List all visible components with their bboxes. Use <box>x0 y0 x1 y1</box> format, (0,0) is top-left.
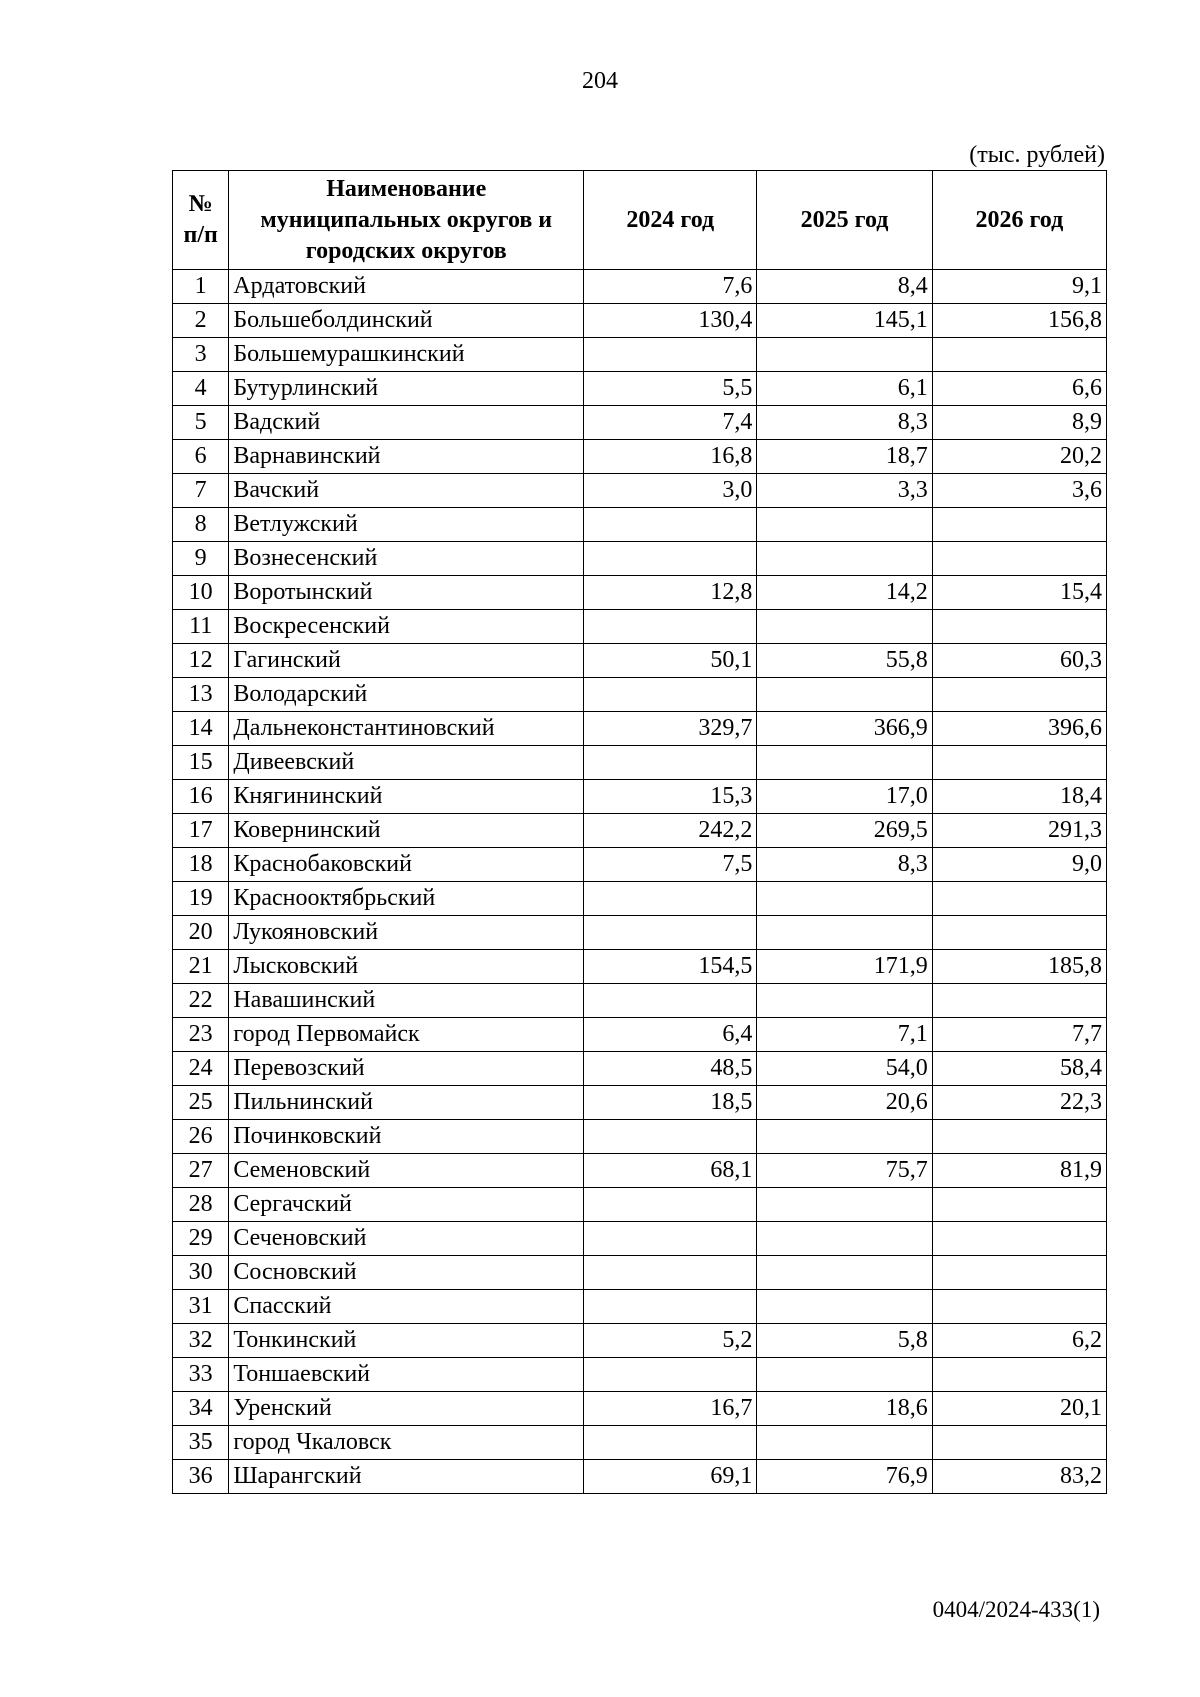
value-2025-cell <box>757 338 932 372</box>
value-2026-cell <box>932 746 1106 780</box>
row-number-cell: 1 <box>173 270 229 304</box>
value-2026-cell <box>932 1290 1106 1324</box>
value-2024-cell: 68,1 <box>584 1154 757 1188</box>
value-2024-cell <box>584 1222 757 1256</box>
table-row <box>173 644 1107 678</box>
row-number-cell: 20 <box>173 916 229 950</box>
table-row <box>173 1188 1107 1222</box>
value-2024-cell: 12,8 <box>584 576 757 610</box>
value-2024-cell <box>584 1256 757 1290</box>
district-name-cell: Дивеевский <box>229 746 584 780</box>
table-row <box>173 916 1107 950</box>
row-number-cell: 26 <box>173 1120 229 1154</box>
district-name-cell: Перевозский <box>229 1052 584 1086</box>
table-row <box>173 848 1107 882</box>
value-2024-cell: 18,5 <box>584 1086 757 1120</box>
value-2025-cell: 20,6 <box>757 1086 932 1120</box>
district-name-cell: Шарангский <box>229 1460 584 1494</box>
value-2026-cell <box>932 508 1106 542</box>
district-name-cell: Сеченовский <box>229 1222 584 1256</box>
value-2025-cell: 55,8 <box>757 644 932 678</box>
district-name-cell: Варнавинский <box>229 440 584 474</box>
value-2024-cell: 7,4 <box>584 406 757 440</box>
row-number-cell: 35 <box>173 1426 229 1460</box>
district-name-cell: Навашинский <box>229 984 584 1018</box>
table-row <box>173 1052 1107 1086</box>
value-2026-cell <box>932 1222 1106 1256</box>
table-row <box>173 780 1107 814</box>
value-2026-cell <box>932 338 1106 372</box>
row-number-cell: 16 <box>173 780 229 814</box>
value-2024-cell: 69,1 <box>584 1460 757 1494</box>
value-2025-cell <box>757 1358 932 1392</box>
table-row <box>173 1086 1107 1120</box>
district-name-cell: Вадский <box>229 406 584 440</box>
row-number-cell: 15 <box>173 746 229 780</box>
value-2024-cell: 16,8 <box>584 440 757 474</box>
table-row <box>173 882 1107 916</box>
row-number-cell: 32 <box>173 1324 229 1358</box>
row-number-cell: 5 <box>173 406 229 440</box>
table-row <box>173 712 1107 746</box>
header-2024: 2024 год <box>584 171 757 270</box>
district-name-cell: Семеновский <box>229 1154 584 1188</box>
row-number-cell: 33 <box>173 1358 229 1392</box>
value-2024-cell: 154,5 <box>584 950 757 984</box>
table-row <box>173 1256 1107 1290</box>
value-2025-cell <box>757 1290 932 1324</box>
value-2026-cell <box>932 542 1106 576</box>
value-2026-cell: 9,1 <box>932 270 1106 304</box>
value-2024-cell <box>584 1290 757 1324</box>
district-name-cell: Ветлужский <box>229 508 584 542</box>
value-2025-cell: 7,1 <box>757 1018 932 1052</box>
value-2025-cell: 17,0 <box>757 780 932 814</box>
row-number-cell: 11 <box>173 610 229 644</box>
row-number-cell: 7 <box>173 474 229 508</box>
value-2024-cell: 7,5 <box>584 848 757 882</box>
table-row <box>173 406 1107 440</box>
district-name-cell: Сергачский <box>229 1188 584 1222</box>
value-2026-cell: 9,0 <box>932 848 1106 882</box>
row-number-cell: 6 <box>173 440 229 474</box>
district-name-cell: Лукояновский <box>229 916 584 950</box>
value-2025-cell <box>757 610 932 644</box>
district-name-cell: Бутурлинский <box>229 372 584 406</box>
value-2026-cell: 185,8 <box>932 950 1106 984</box>
table-row <box>173 1018 1107 1052</box>
value-2024-cell: 5,5 <box>584 372 757 406</box>
row-number-cell: 29 <box>173 1222 229 1256</box>
value-2024-cell <box>584 984 757 1018</box>
district-name-cell: Дальнеконстантиновский <box>229 712 584 746</box>
value-2026-cell <box>932 678 1106 712</box>
row-number-cell: 36 <box>173 1460 229 1494</box>
value-2025-cell: 8,3 <box>757 406 932 440</box>
value-2024-cell: 130,4 <box>584 304 757 338</box>
district-name-cell: Уренский <box>229 1392 584 1426</box>
value-2025-cell: 18,7 <box>757 440 932 474</box>
value-2025-cell: 18,6 <box>757 1392 932 1426</box>
value-2024-cell: 16,7 <box>584 1392 757 1426</box>
value-2025-cell <box>757 542 932 576</box>
table-row <box>173 1426 1107 1460</box>
row-number-cell: 4 <box>173 372 229 406</box>
value-2025-cell: 5,8 <box>757 1324 932 1358</box>
row-number-cell: 18 <box>173 848 229 882</box>
district-name-cell: Сосновский <box>229 1256 584 1290</box>
table-row <box>173 1120 1107 1154</box>
row-number-cell: 28 <box>173 1188 229 1222</box>
value-2026-cell: 58,4 <box>932 1052 1106 1086</box>
district-name-cell: Лысковский <box>229 950 584 984</box>
value-2025-cell <box>757 916 932 950</box>
value-2025-cell: 145,1 <box>757 304 932 338</box>
page-number: 204 <box>582 68 618 94</box>
table-row <box>173 984 1107 1018</box>
table-row <box>173 1460 1107 1494</box>
value-2024-cell <box>584 746 757 780</box>
table-row <box>173 270 1107 304</box>
value-2024-cell: 48,5 <box>584 1052 757 1086</box>
row-number-cell: 13 <box>173 678 229 712</box>
table-row <box>173 304 1107 338</box>
district-name-cell: Краснобаковский <box>229 848 584 882</box>
row-number-cell: 8 <box>173 508 229 542</box>
value-2024-cell: 15,3 <box>584 780 757 814</box>
value-2024-cell <box>584 1358 757 1392</box>
table-row <box>173 1222 1107 1256</box>
value-2024-cell <box>584 1426 757 1460</box>
value-2025-cell <box>757 1426 932 1460</box>
value-2026-cell <box>932 1256 1106 1290</box>
value-2026-cell: 291,3 <box>932 814 1106 848</box>
value-2024-cell <box>584 338 757 372</box>
district-name-cell: Тонкинский <box>229 1324 584 1358</box>
table-row <box>173 474 1107 508</box>
value-2026-cell <box>932 610 1106 644</box>
table-header <box>173 171 1107 270</box>
value-2025-cell <box>757 508 932 542</box>
value-2024-cell <box>584 916 757 950</box>
district-name-cell: город Первомайск <box>229 1018 584 1052</box>
value-2026-cell: 156,8 <box>932 304 1106 338</box>
district-name-cell: Ардатовский <box>229 270 584 304</box>
value-2024-cell <box>584 542 757 576</box>
value-2026-cell: 8,9 <box>932 406 1106 440</box>
value-2025-cell: 3,3 <box>757 474 932 508</box>
district-name-cell: город Чкаловск <box>229 1426 584 1460</box>
value-2026-cell: 18,4 <box>932 780 1106 814</box>
table-row <box>173 746 1107 780</box>
header-row <box>173 171 1107 270</box>
row-number-cell: 34 <box>173 1392 229 1426</box>
value-2026-cell: 6,6 <box>932 372 1106 406</box>
table-row <box>173 1324 1107 1358</box>
district-name-cell: Большеболдинский <box>229 304 584 338</box>
row-number-cell: 24 <box>173 1052 229 1086</box>
value-2026-cell: 396,6 <box>932 712 1106 746</box>
value-2024-cell <box>584 610 757 644</box>
row-number-cell: 27 <box>173 1154 229 1188</box>
row-number-cell: 10 <box>173 576 229 610</box>
district-name-cell: Воротынский <box>229 576 584 610</box>
district-name-cell: Княгининский <box>229 780 584 814</box>
value-2026-cell: 22,3 <box>932 1086 1106 1120</box>
district-name-cell: Спасский <box>229 1290 584 1324</box>
row-number-cell: 21 <box>173 950 229 984</box>
table-row <box>173 814 1107 848</box>
row-number-cell: 14 <box>173 712 229 746</box>
value-2026-cell <box>932 916 1106 950</box>
value-2026-cell <box>932 882 1106 916</box>
value-2025-cell: 76,9 <box>757 1460 932 1494</box>
row-number-cell: 3 <box>173 338 229 372</box>
document-code: 0404/2024-433(1) <box>932 1597 1100 1622</box>
value-2026-cell: 7,7 <box>932 1018 1106 1052</box>
budget-table <box>172 170 1107 1494</box>
value-2025-cell: 75,7 <box>757 1154 932 1188</box>
value-2025-cell: 6,1 <box>757 372 932 406</box>
row-number-cell: 19 <box>173 882 229 916</box>
district-name-cell: Воскресенский <box>229 610 584 644</box>
header-name: Наименование муниципальных округов и городских округов <box>229 171 584 270</box>
value-2025-cell: 8,3 <box>757 848 932 882</box>
value-2025-cell <box>757 1222 932 1256</box>
value-2025-cell: 54,0 <box>757 1052 932 1086</box>
header-2026: 2026 год <box>932 171 1106 270</box>
district-name-cell: Вознесенский <box>229 542 584 576</box>
value-2026-cell <box>932 1188 1106 1222</box>
value-2026-cell <box>932 1426 1106 1460</box>
row-number-cell: 31 <box>173 1290 229 1324</box>
row-number-cell: 9 <box>173 542 229 576</box>
value-2025-cell <box>757 746 932 780</box>
value-2024-cell <box>584 678 757 712</box>
table-row <box>173 1392 1107 1426</box>
table-row <box>173 1290 1107 1324</box>
table-row <box>173 950 1107 984</box>
value-2025-cell: 171,9 <box>757 950 932 984</box>
value-2026-cell <box>932 1120 1106 1154</box>
value-2026-cell <box>932 984 1106 1018</box>
value-2025-cell <box>757 1256 932 1290</box>
value-2024-cell: 7,6 <box>584 270 757 304</box>
table-row <box>173 678 1107 712</box>
table-row <box>173 1358 1107 1392</box>
district-name-cell: Большемурашкинский <box>229 338 584 372</box>
header-2025: 2025 год <box>757 171 932 270</box>
row-number-cell: 30 <box>173 1256 229 1290</box>
value-2026-cell: 3,6 <box>932 474 1106 508</box>
district-name-cell: Ковернинский <box>229 814 584 848</box>
table-row <box>173 542 1107 576</box>
table-row <box>173 576 1107 610</box>
value-2024-cell <box>584 1120 757 1154</box>
value-2026-cell: 15,4 <box>932 576 1106 610</box>
district-name-cell: Починковский <box>229 1120 584 1154</box>
row-number-cell: 2 <box>173 304 229 338</box>
value-2026-cell: 6,2 <box>932 1324 1106 1358</box>
value-2024-cell <box>584 882 757 916</box>
value-2026-cell: 81,9 <box>932 1154 1106 1188</box>
table-row <box>173 610 1107 644</box>
value-2025-cell <box>757 984 932 1018</box>
value-2026-cell: 83,2 <box>932 1460 1106 1494</box>
value-2024-cell: 3,0 <box>584 474 757 508</box>
value-2024-cell: 5,2 <box>584 1324 757 1358</box>
value-2025-cell: 366,9 <box>757 712 932 746</box>
value-2024-cell: 242,2 <box>584 814 757 848</box>
value-2025-cell: 8,4 <box>757 270 932 304</box>
value-2026-cell: 60,3 <box>932 644 1106 678</box>
row-number-cell: 12 <box>173 644 229 678</box>
value-2024-cell <box>584 508 757 542</box>
district-name-cell: Тоншаевский <box>229 1358 584 1392</box>
district-name-cell: Краснооктябрьский <box>229 882 584 916</box>
district-name-cell: Вачский <box>229 474 584 508</box>
table-row <box>173 508 1107 542</box>
value-2026-cell <box>932 1358 1106 1392</box>
value-2025-cell <box>757 1188 932 1222</box>
table-body <box>173 270 1107 1494</box>
value-2024-cell: 50,1 <box>584 644 757 678</box>
value-2026-cell: 20,2 <box>932 440 1106 474</box>
district-name-cell: Володарский <box>229 678 584 712</box>
row-number-cell: 22 <box>173 984 229 1018</box>
district-name-cell: Пильнинский <box>229 1086 584 1120</box>
value-2025-cell <box>757 882 932 916</box>
table-row <box>173 440 1107 474</box>
district-name-cell: Гагинский <box>229 644 584 678</box>
value-2025-cell: 14,2 <box>757 576 932 610</box>
value-2026-cell: 20,1 <box>932 1392 1106 1426</box>
value-2025-cell <box>757 1120 932 1154</box>
table-row <box>173 338 1107 372</box>
row-number-cell: 25 <box>173 1086 229 1120</box>
row-number-cell: 23 <box>173 1018 229 1052</box>
table-row <box>173 372 1107 406</box>
table-row <box>173 1154 1107 1188</box>
units-label: (тыс. рублей) <box>969 142 1105 168</box>
value-2025-cell: 269,5 <box>757 814 932 848</box>
value-2024-cell: 329,7 <box>584 712 757 746</box>
value-2025-cell <box>757 678 932 712</box>
header-num: № п/п <box>173 171 229 270</box>
value-2024-cell: 6,4 <box>584 1018 757 1052</box>
row-number-cell: 17 <box>173 814 229 848</box>
value-2024-cell <box>584 1188 757 1222</box>
